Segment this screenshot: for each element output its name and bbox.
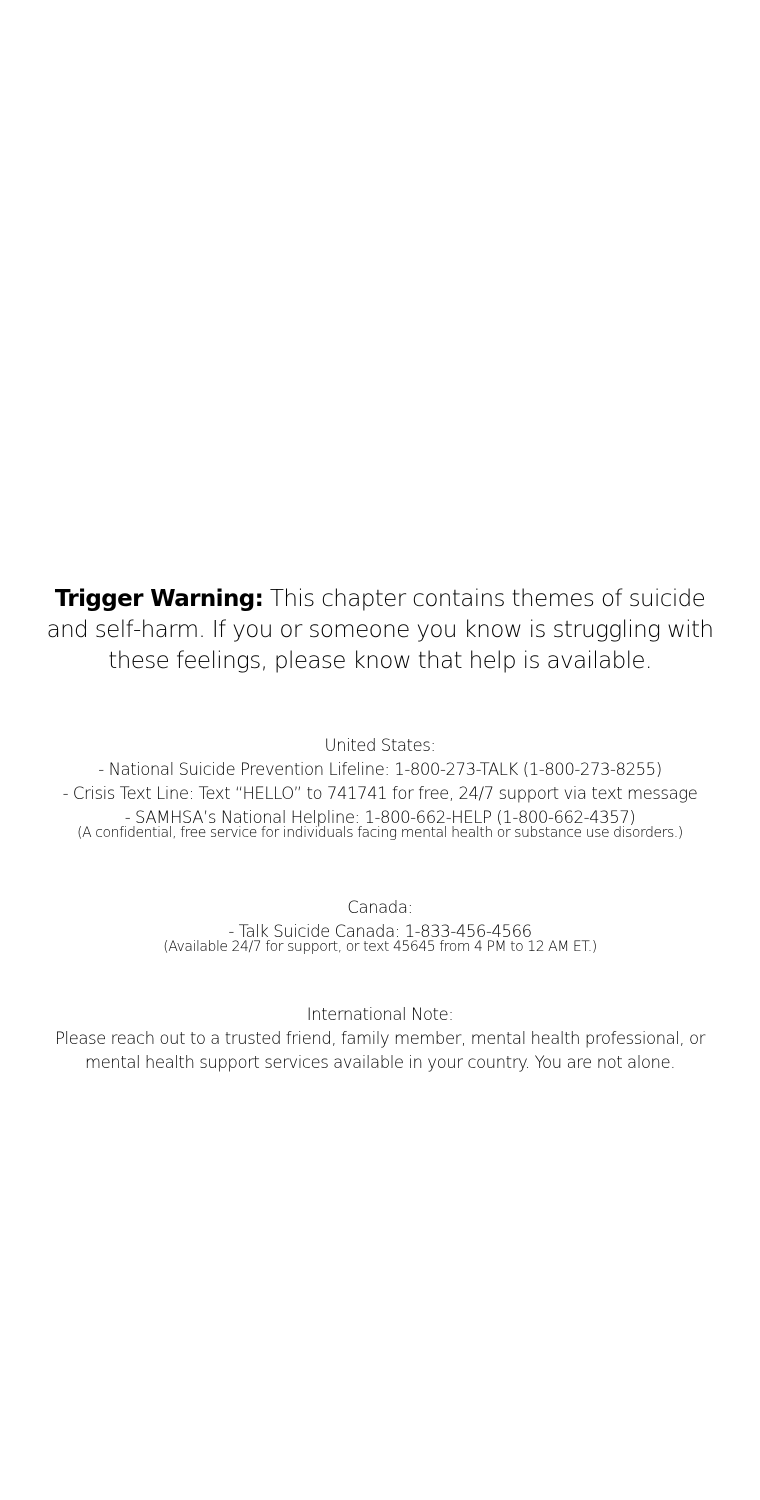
trigger-warning-label: Trigger Warning: bbox=[54, 586, 264, 612]
us-resources bbox=[20, 734, 740, 841]
canada-note: (Available 24/7 for support, or text 45645 from 4 PM to 12 AM ET.) bbox=[163, 939, 597, 955]
trigger-warning bbox=[40, 584, 720, 677]
international-heading: International Note: bbox=[306, 1005, 454, 1024]
international-text-line-1: Please reach out to a trusted friend, family member, mental health professional, or bbox=[54, 1029, 705, 1048]
canada-resources bbox=[20, 896, 740, 955]
us-lifeline-line: - National Suicide Prevention Lifeline: 1-800-273-TALK (1-800-273-8255) bbox=[98, 760, 662, 779]
international-note bbox=[20, 1003, 740, 1075]
canada-talk-suicide-line: - Talk Suicide Canada: 1-833-456-4566 bbox=[228, 922, 532, 941]
us-samhsa-line: - SAMHSA’s National Helpline: 1-800-662-HELP (1-800-662-4357) bbox=[124, 808, 636, 827]
international-text-line-2: mental health support services available in your country. You are not alone. bbox=[84, 1053, 676, 1072]
trigger-warning-text: This chapter contains themes of suicide and self-harm. If you or someone you know is struggling with these feelings, please know that help is available. bbox=[46, 586, 714, 674]
us-heading: United States: bbox=[324, 736, 436, 755]
us-samhsa-note: (A confidential, free service for individuals facing mental health or substance use disorders.) bbox=[77, 825, 683, 841]
canada-heading: Canada: bbox=[347, 898, 413, 917]
us-crisis-text-line: - Crisis Text Line: Text “HELLO” to 741741 for free, 24/7 support via text message bbox=[62, 784, 698, 803]
